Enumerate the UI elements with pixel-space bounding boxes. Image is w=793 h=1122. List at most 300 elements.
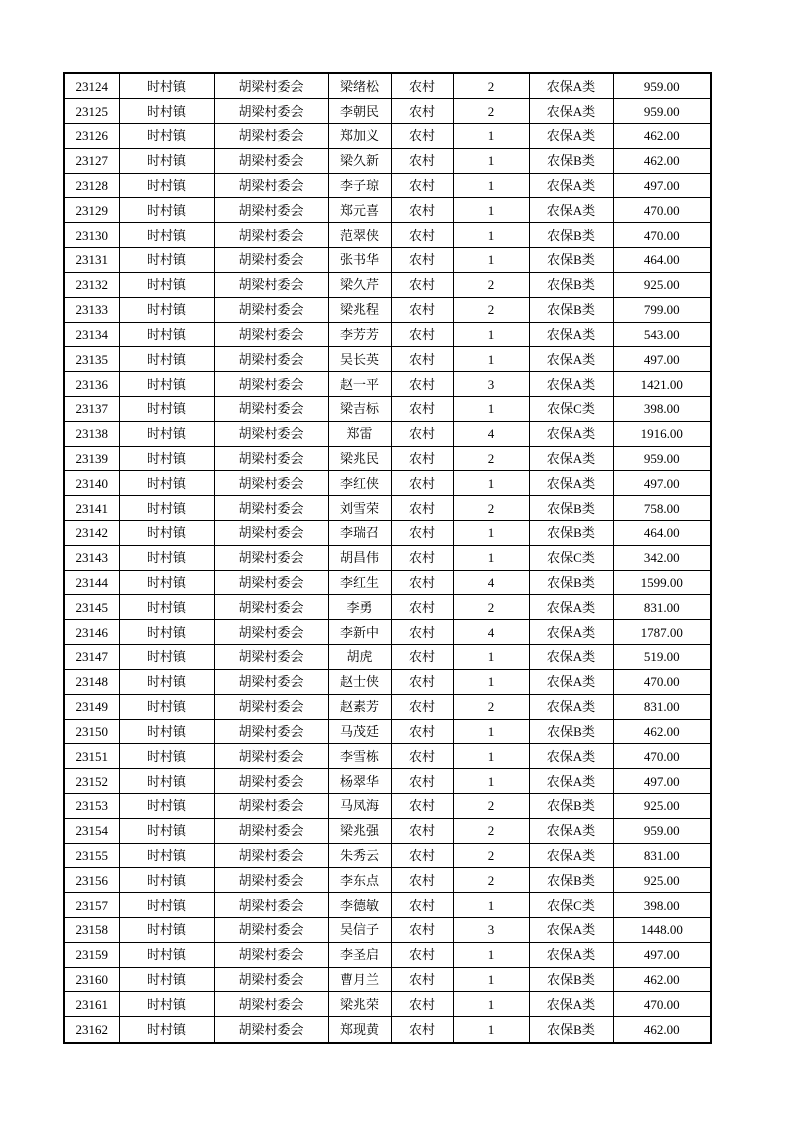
cell-serial-number: 23130 bbox=[64, 223, 119, 248]
table-row bbox=[64, 421, 711, 446]
cell-serial-number: 23136 bbox=[64, 372, 119, 397]
cell-residence-type: 农村 bbox=[391, 967, 453, 992]
cell-town: 时村镇 bbox=[119, 818, 214, 843]
table-row bbox=[64, 992, 711, 1017]
cell-serial-number: 23131 bbox=[64, 248, 119, 273]
cell-person-count: 1 bbox=[453, 148, 529, 173]
cell-residence-type: 农村 bbox=[391, 545, 453, 570]
cell-serial-number: 23151 bbox=[64, 744, 119, 769]
cell-residence-type: 农村 bbox=[391, 248, 453, 273]
cell-amount: 464.00 bbox=[613, 521, 711, 546]
table-row bbox=[64, 124, 711, 149]
cell-person-name: 李圣启 bbox=[328, 942, 391, 967]
cell-village-committee: 胡梁村委会 bbox=[214, 793, 328, 818]
cell-town: 时村镇 bbox=[119, 645, 214, 670]
cell-insurance-category: 农保A类 bbox=[529, 843, 613, 868]
cell-insurance-category: 农保A类 bbox=[529, 694, 613, 719]
cell-village-committee: 胡梁村委会 bbox=[214, 645, 328, 670]
table-row bbox=[64, 297, 711, 322]
cell-residence-type: 农村 bbox=[391, 918, 453, 943]
cell-insurance-category: 农保A类 bbox=[529, 446, 613, 471]
cell-town: 时村镇 bbox=[119, 396, 214, 421]
cell-person-name: 李新中 bbox=[328, 620, 391, 645]
cell-person-name: 赵一平 bbox=[328, 372, 391, 397]
cell-amount: 497.00 bbox=[613, 769, 711, 794]
cell-residence-type: 农村 bbox=[391, 669, 453, 694]
cell-village-committee: 胡梁村委会 bbox=[214, 570, 328, 595]
cell-village-committee: 胡梁村委会 bbox=[214, 73, 328, 99]
cell-amount: 959.00 bbox=[613, 99, 711, 124]
cell-serial-number: 23154 bbox=[64, 818, 119, 843]
cell-residence-type: 农村 bbox=[391, 372, 453, 397]
cell-village-committee: 胡梁村委会 bbox=[214, 521, 328, 546]
cell-insurance-category: 农保A类 bbox=[529, 669, 613, 694]
cell-town: 时村镇 bbox=[119, 694, 214, 719]
cell-town: 时村镇 bbox=[119, 992, 214, 1017]
table-row bbox=[64, 843, 711, 868]
cell-amount: 831.00 bbox=[613, 595, 711, 620]
cell-town: 时村镇 bbox=[119, 198, 214, 223]
cell-residence-type: 农村 bbox=[391, 843, 453, 868]
cell-person-count: 4 bbox=[453, 620, 529, 645]
cell-insurance-category: 农保A类 bbox=[529, 620, 613, 645]
cell-residence-type: 农村 bbox=[391, 1017, 453, 1043]
cell-serial-number: 23147 bbox=[64, 645, 119, 670]
cell-town: 时村镇 bbox=[119, 967, 214, 992]
cell-person-count: 1 bbox=[453, 471, 529, 496]
cell-town: 时村镇 bbox=[119, 173, 214, 198]
table-row bbox=[64, 521, 711, 546]
cell-person-name: 梁兆强 bbox=[328, 818, 391, 843]
cell-town: 时村镇 bbox=[119, 223, 214, 248]
cell-residence-type: 农村 bbox=[391, 223, 453, 248]
cell-amount: 464.00 bbox=[613, 248, 711, 273]
cell-town: 时村镇 bbox=[119, 347, 214, 372]
cell-town: 时村镇 bbox=[119, 99, 214, 124]
cell-insurance-category: 农保B类 bbox=[529, 297, 613, 322]
cell-amount: 1787.00 bbox=[613, 620, 711, 645]
cell-person-count: 1 bbox=[453, 967, 529, 992]
cell-person-name: 梁兆程 bbox=[328, 297, 391, 322]
table-row bbox=[64, 223, 711, 248]
cell-residence-type: 农村 bbox=[391, 496, 453, 521]
cell-insurance-category: 农保B类 bbox=[529, 148, 613, 173]
cell-person-count: 1 bbox=[453, 942, 529, 967]
table-row bbox=[64, 967, 711, 992]
cell-person-count: 1 bbox=[453, 521, 529, 546]
cell-person-count: 1 bbox=[453, 744, 529, 769]
cell-town: 时村镇 bbox=[119, 421, 214, 446]
cell-person-count: 2 bbox=[453, 818, 529, 843]
cell-person-count: 1 bbox=[453, 124, 529, 149]
table-row bbox=[64, 73, 711, 99]
cell-serial-number: 23129 bbox=[64, 198, 119, 223]
cell-village-committee: 胡梁村委会 bbox=[214, 347, 328, 372]
cell-serial-number: 23141 bbox=[64, 496, 119, 521]
cell-amount: 1448.00 bbox=[613, 918, 711, 943]
cell-person-name: 梁绪松 bbox=[328, 73, 391, 99]
table-row bbox=[64, 719, 711, 744]
cell-village-committee: 胡梁村委会 bbox=[214, 694, 328, 719]
table-row bbox=[64, 347, 711, 372]
cell-village-committee: 胡梁村委会 bbox=[214, 322, 328, 347]
cell-insurance-category: 农保B类 bbox=[529, 521, 613, 546]
cell-person-count: 3 bbox=[453, 918, 529, 943]
cell-insurance-category: 农保A类 bbox=[529, 124, 613, 149]
cell-amount: 497.00 bbox=[613, 347, 711, 372]
cell-village-committee: 胡梁村委会 bbox=[214, 223, 328, 248]
cell-village-committee: 胡梁村委会 bbox=[214, 620, 328, 645]
cell-town: 时村镇 bbox=[119, 843, 214, 868]
cell-insurance-category: 农保A类 bbox=[529, 99, 613, 124]
cell-person-name: 李德敏 bbox=[328, 893, 391, 918]
cell-residence-type: 农村 bbox=[391, 446, 453, 471]
cell-amount: 470.00 bbox=[613, 744, 711, 769]
cell-serial-number: 23152 bbox=[64, 769, 119, 794]
cell-person-name: 吴长英 bbox=[328, 347, 391, 372]
cell-amount: 543.00 bbox=[613, 322, 711, 347]
table-row bbox=[64, 372, 711, 397]
cell-person-count: 1 bbox=[453, 223, 529, 248]
cell-amount: 831.00 bbox=[613, 843, 711, 868]
cell-person-name: 朱秀云 bbox=[328, 843, 391, 868]
cell-town: 时村镇 bbox=[119, 272, 214, 297]
cell-person-name: 郑加义 bbox=[328, 124, 391, 149]
cell-town: 时村镇 bbox=[119, 471, 214, 496]
cell-insurance-category: 农保A类 bbox=[529, 818, 613, 843]
cell-person-name: 梁兆荣 bbox=[328, 992, 391, 1017]
cell-town: 时村镇 bbox=[119, 322, 214, 347]
table-row bbox=[64, 942, 711, 967]
cell-town: 时村镇 bbox=[119, 248, 214, 273]
cell-serial-number: 23153 bbox=[64, 793, 119, 818]
cell-person-count: 2 bbox=[453, 272, 529, 297]
cell-serial-number: 23145 bbox=[64, 595, 119, 620]
cell-town: 时村镇 bbox=[119, 148, 214, 173]
cell-amount: 497.00 bbox=[613, 942, 711, 967]
cell-serial-number: 23158 bbox=[64, 918, 119, 943]
cell-insurance-category: 农保A类 bbox=[529, 471, 613, 496]
cell-residence-type: 农村 bbox=[391, 272, 453, 297]
cell-person-count: 2 bbox=[453, 868, 529, 893]
cell-person-count: 2 bbox=[453, 99, 529, 124]
table-row bbox=[64, 694, 711, 719]
cell-residence-type: 农村 bbox=[391, 322, 453, 347]
cell-person-name: 范翠侠 bbox=[328, 223, 391, 248]
table-row bbox=[64, 272, 711, 297]
table-row bbox=[64, 446, 711, 471]
cell-person-count: 1 bbox=[453, 396, 529, 421]
cell-serial-number: 23135 bbox=[64, 347, 119, 372]
cell-residence-type: 农村 bbox=[391, 893, 453, 918]
cell-person-count: 1 bbox=[453, 322, 529, 347]
cell-town: 时村镇 bbox=[119, 669, 214, 694]
cell-town: 时村镇 bbox=[119, 545, 214, 570]
cell-residence-type: 农村 bbox=[391, 347, 453, 372]
cell-residence-type: 农村 bbox=[391, 694, 453, 719]
cell-village-committee: 胡梁村委会 bbox=[214, 942, 328, 967]
table-row bbox=[64, 148, 711, 173]
cell-village-committee: 胡梁村委会 bbox=[214, 248, 328, 273]
cell-person-name: 李雪栋 bbox=[328, 744, 391, 769]
table-row bbox=[64, 769, 711, 794]
cell-amount: 462.00 bbox=[613, 148, 711, 173]
cell-serial-number: 23143 bbox=[64, 545, 119, 570]
cell-serial-number: 23132 bbox=[64, 272, 119, 297]
cell-serial-number: 23125 bbox=[64, 99, 119, 124]
cell-village-committee: 胡梁村委会 bbox=[214, 719, 328, 744]
table-row bbox=[64, 918, 711, 943]
cell-insurance-category: 农保A类 bbox=[529, 645, 613, 670]
cell-person-name: 李芳芳 bbox=[328, 322, 391, 347]
cell-amount: 497.00 bbox=[613, 173, 711, 198]
cell-village-committee: 胡梁村委会 bbox=[214, 669, 328, 694]
cell-insurance-category: 农保B类 bbox=[529, 868, 613, 893]
cell-serial-number: 23144 bbox=[64, 570, 119, 595]
cell-amount: 398.00 bbox=[613, 893, 711, 918]
cell-village-committee: 胡梁村委会 bbox=[214, 868, 328, 893]
cell-amount: 462.00 bbox=[613, 1017, 711, 1043]
cell-residence-type: 农村 bbox=[391, 148, 453, 173]
cell-person-count: 1 bbox=[453, 347, 529, 372]
cell-village-committee: 胡梁村委会 bbox=[214, 372, 328, 397]
cell-person-name: 梁吉标 bbox=[328, 396, 391, 421]
cell-village-committee: 胡梁村委会 bbox=[214, 918, 328, 943]
cell-residence-type: 农村 bbox=[391, 992, 453, 1017]
cell-residence-type: 农村 bbox=[391, 471, 453, 496]
table-row bbox=[64, 173, 711, 198]
cell-town: 时村镇 bbox=[119, 595, 214, 620]
cell-town: 时村镇 bbox=[119, 496, 214, 521]
table-row bbox=[64, 1017, 711, 1043]
table-row bbox=[64, 669, 711, 694]
cell-insurance-category: 农保A类 bbox=[529, 744, 613, 769]
table-row bbox=[64, 396, 711, 421]
cell-village-committee: 胡梁村委会 bbox=[214, 421, 328, 446]
cell-residence-type: 农村 bbox=[391, 570, 453, 595]
cell-amount: 959.00 bbox=[613, 73, 711, 99]
table-row bbox=[64, 198, 711, 223]
cell-insurance-category: 农保A类 bbox=[529, 769, 613, 794]
cell-village-committee: 胡梁村委会 bbox=[214, 471, 328, 496]
cell-residence-type: 农村 bbox=[391, 793, 453, 818]
cell-person-count: 2 bbox=[453, 297, 529, 322]
cell-town: 时村镇 bbox=[119, 521, 214, 546]
cell-serial-number: 23162 bbox=[64, 1017, 119, 1043]
cell-person-name: 郑元喜 bbox=[328, 198, 391, 223]
cell-person-count: 1 bbox=[453, 769, 529, 794]
cell-insurance-category: 农保A类 bbox=[529, 322, 613, 347]
cell-amount: 462.00 bbox=[613, 124, 711, 149]
cell-town: 时村镇 bbox=[119, 1017, 214, 1043]
cell-residence-type: 农村 bbox=[391, 124, 453, 149]
cell-amount: 342.00 bbox=[613, 545, 711, 570]
cell-serial-number: 23159 bbox=[64, 942, 119, 967]
cell-amount: 470.00 bbox=[613, 992, 711, 1017]
cell-person-name: 吴信子 bbox=[328, 918, 391, 943]
cell-town: 时村镇 bbox=[119, 769, 214, 794]
cell-town: 时村镇 bbox=[119, 372, 214, 397]
cell-insurance-category: 农保B类 bbox=[529, 793, 613, 818]
cell-serial-number: 23149 bbox=[64, 694, 119, 719]
cell-insurance-category: 农保B类 bbox=[529, 496, 613, 521]
cell-insurance-category: 农保A类 bbox=[529, 73, 613, 99]
cell-town: 时村镇 bbox=[119, 942, 214, 967]
cell-amount: 462.00 bbox=[613, 967, 711, 992]
table-row bbox=[64, 744, 711, 769]
cell-serial-number: 23134 bbox=[64, 322, 119, 347]
cell-serial-number: 23139 bbox=[64, 446, 119, 471]
cell-person-count: 2 bbox=[453, 843, 529, 868]
cell-village-committee: 胡梁村委会 bbox=[214, 1017, 328, 1043]
cell-serial-number: 23161 bbox=[64, 992, 119, 1017]
cell-residence-type: 农村 bbox=[391, 99, 453, 124]
cell-village-committee: 胡梁村委会 bbox=[214, 992, 328, 1017]
cell-residence-type: 农村 bbox=[391, 198, 453, 223]
cell-village-committee: 胡梁村委会 bbox=[214, 744, 328, 769]
cell-amount: 925.00 bbox=[613, 272, 711, 297]
cell-village-committee: 胡梁村委会 bbox=[214, 595, 328, 620]
cell-amount: 831.00 bbox=[613, 694, 711, 719]
cell-town: 时村镇 bbox=[119, 893, 214, 918]
cell-insurance-category: 农保B类 bbox=[529, 967, 613, 992]
cell-person-count: 1 bbox=[453, 545, 529, 570]
cell-insurance-category: 农保B类 bbox=[529, 248, 613, 273]
cell-residence-type: 农村 bbox=[391, 297, 453, 322]
cell-village-committee: 胡梁村委会 bbox=[214, 173, 328, 198]
cell-person-count: 2 bbox=[453, 793, 529, 818]
table-row bbox=[64, 471, 711, 496]
cell-residence-type: 农村 bbox=[391, 595, 453, 620]
cell-town: 时村镇 bbox=[119, 570, 214, 595]
cell-residence-type: 农村 bbox=[391, 868, 453, 893]
cell-insurance-category: 农保B类 bbox=[529, 272, 613, 297]
cell-amount: 925.00 bbox=[613, 868, 711, 893]
cell-serial-number: 23150 bbox=[64, 719, 119, 744]
table-row bbox=[64, 620, 711, 645]
cell-town: 时村镇 bbox=[119, 793, 214, 818]
cell-person-name: 李朝民 bbox=[328, 99, 391, 124]
cell-amount: 470.00 bbox=[613, 223, 711, 248]
cell-person-count: 2 bbox=[453, 73, 529, 99]
cell-village-committee: 胡梁村委会 bbox=[214, 148, 328, 173]
cell-town: 时村镇 bbox=[119, 297, 214, 322]
table-row bbox=[64, 322, 711, 347]
cell-insurance-category: 农保A类 bbox=[529, 595, 613, 620]
cell-serial-number: 23148 bbox=[64, 669, 119, 694]
cell-serial-number: 23128 bbox=[64, 173, 119, 198]
cell-town: 时村镇 bbox=[119, 620, 214, 645]
cell-person-count: 4 bbox=[453, 570, 529, 595]
cell-serial-number: 23156 bbox=[64, 868, 119, 893]
cell-residence-type: 农村 bbox=[391, 645, 453, 670]
cell-amount: 398.00 bbox=[613, 396, 711, 421]
cell-person-count: 2 bbox=[453, 496, 529, 521]
cell-village-committee: 胡梁村委会 bbox=[214, 396, 328, 421]
cell-amount: 758.00 bbox=[613, 496, 711, 521]
cell-serial-number: 23127 bbox=[64, 148, 119, 173]
cell-insurance-category: 农保B类 bbox=[529, 719, 613, 744]
cell-residence-type: 农村 bbox=[391, 396, 453, 421]
cell-serial-number: 23160 bbox=[64, 967, 119, 992]
cell-village-committee: 胡梁村委会 bbox=[214, 818, 328, 843]
cell-person-name: 胡虎 bbox=[328, 645, 391, 670]
table-row bbox=[64, 645, 711, 670]
cell-village-committee: 胡梁村委会 bbox=[214, 272, 328, 297]
cell-insurance-category: 农保A类 bbox=[529, 173, 613, 198]
table-row bbox=[64, 893, 711, 918]
cell-insurance-category: 农保C类 bbox=[529, 545, 613, 570]
cell-serial-number: 23138 bbox=[64, 421, 119, 446]
cell-person-count: 1 bbox=[453, 248, 529, 273]
cell-village-committee: 胡梁村委会 bbox=[214, 297, 328, 322]
table-row bbox=[64, 793, 711, 818]
cell-village-committee: 胡梁村委会 bbox=[214, 893, 328, 918]
cell-person-count: 1 bbox=[453, 719, 529, 744]
cell-village-committee: 胡梁村委会 bbox=[214, 769, 328, 794]
cell-serial-number: 23140 bbox=[64, 471, 119, 496]
cell-insurance-category: 农保A类 bbox=[529, 918, 613, 943]
cell-person-name: 杨翠华 bbox=[328, 769, 391, 794]
cell-town: 时村镇 bbox=[119, 744, 214, 769]
cell-person-name: 梁久芹 bbox=[328, 272, 391, 297]
cell-serial-number: 23155 bbox=[64, 843, 119, 868]
cell-person-count: 1 bbox=[453, 1017, 529, 1043]
cell-insurance-category: 农保A类 bbox=[529, 992, 613, 1017]
cell-amount: 925.00 bbox=[613, 793, 711, 818]
cell-amount: 1599.00 bbox=[613, 570, 711, 595]
cell-person-count: 2 bbox=[453, 595, 529, 620]
cell-person-name: 马茂廷 bbox=[328, 719, 391, 744]
table-row bbox=[64, 595, 711, 620]
cell-person-name: 李子琼 bbox=[328, 173, 391, 198]
cell-amount: 470.00 bbox=[613, 669, 711, 694]
cell-person-name: 李东点 bbox=[328, 868, 391, 893]
cell-person-count: 1 bbox=[453, 173, 529, 198]
cell-person-name: 梁兆民 bbox=[328, 446, 391, 471]
cell-insurance-category: 农保A类 bbox=[529, 942, 613, 967]
cell-insurance-category: 农保C类 bbox=[529, 893, 613, 918]
cell-person-count: 3 bbox=[453, 372, 529, 397]
cell-serial-number: 23124 bbox=[64, 73, 119, 99]
cell-person-name: 胡昌伟 bbox=[328, 545, 391, 570]
table-row bbox=[64, 99, 711, 124]
cell-residence-type: 农村 bbox=[391, 421, 453, 446]
cell-person-name: 郑雷 bbox=[328, 421, 391, 446]
cell-village-committee: 胡梁村委会 bbox=[214, 967, 328, 992]
cell-residence-type: 农村 bbox=[391, 942, 453, 967]
cell-insurance-category: 农保A类 bbox=[529, 198, 613, 223]
cell-amount: 470.00 bbox=[613, 198, 711, 223]
cell-residence-type: 农村 bbox=[391, 719, 453, 744]
cell-person-name: 郑现黄 bbox=[328, 1017, 391, 1043]
cell-insurance-category: 农保B类 bbox=[529, 223, 613, 248]
cell-residence-type: 农村 bbox=[391, 769, 453, 794]
cell-person-name: 李红侠 bbox=[328, 471, 391, 496]
cell-serial-number: 23157 bbox=[64, 893, 119, 918]
cell-serial-number: 23146 bbox=[64, 620, 119, 645]
cell-insurance-category: 农保B类 bbox=[529, 570, 613, 595]
cell-town: 时村镇 bbox=[119, 918, 214, 943]
table-row bbox=[64, 496, 711, 521]
table-row bbox=[64, 248, 711, 273]
cell-person-name: 刘雪荣 bbox=[328, 496, 391, 521]
cell-person-name: 赵素芳 bbox=[328, 694, 391, 719]
cell-insurance-category: 农保C类 bbox=[529, 396, 613, 421]
cell-insurance-category: 农保A类 bbox=[529, 421, 613, 446]
cell-person-name: 李红生 bbox=[328, 570, 391, 595]
cell-amount: 1916.00 bbox=[613, 421, 711, 446]
